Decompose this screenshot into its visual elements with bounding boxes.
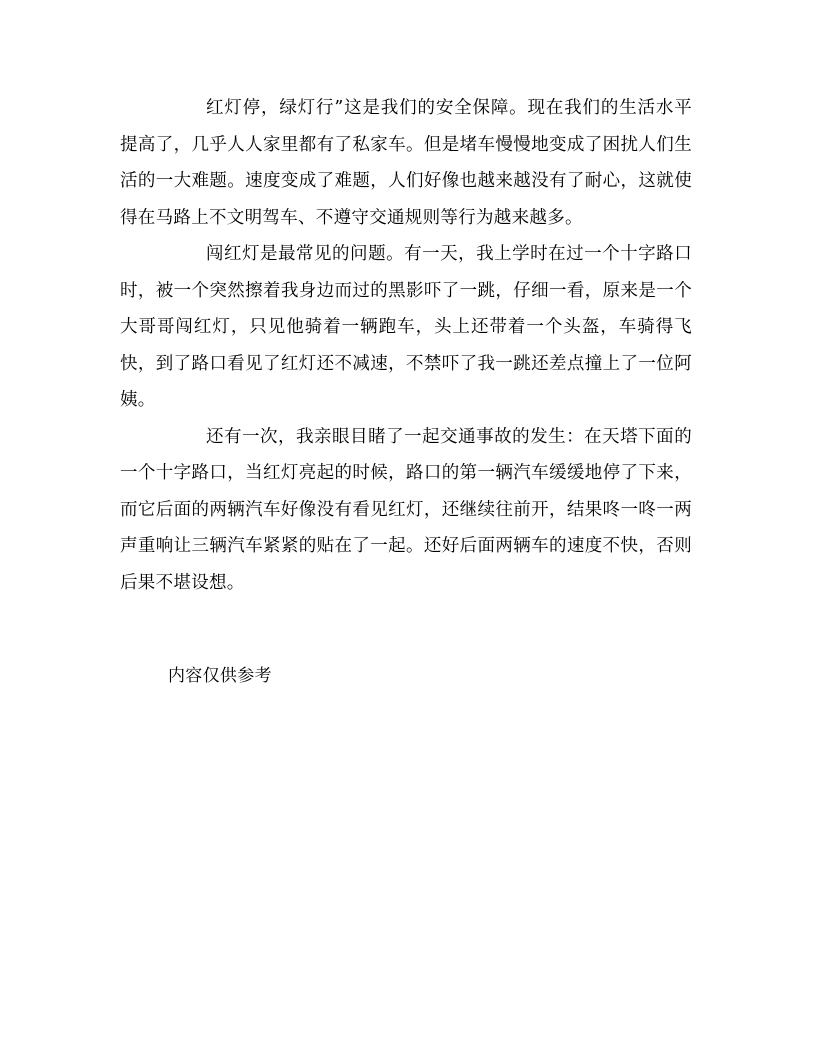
paragraph-3: 还有一次，我亲眼目睹了一起交通事故的发生：在天塔下面的一个十字路口，当红灯亮起的时候，路口的第一辆汽车缓缓地停了下来，而它后面的两辆汽车好像没有看见红灯，还继续往前开，结果咚一咚一两声重响让三辆汽车紧紧的贴在了一起。还好后面两辆车的速度不快，否则后果不堪设想。: [120, 426, 692, 593]
paragraph-1: 红灯停，绿灯行”这是我们的安全保障。现在我们的生活水平提高了，几乎人人家里都有了私家车。但是堵车慢慢地变成了困扰人们生活的一大难题。速度变成了难题，人们好像也越来越没有了耐心，这就使得在马路上不文明驾车、不遵守交通规则等行为越来越多。: [120, 98, 692, 228]
essay-body: [120, 90, 692, 601]
paragraph-2: 闯红灯是最常见的问题。有一天，我上学时在过一个十字路口时，被一个突然擦着我身边而过的黑影吓了一跳，仔细一看，原来是一个大哥哥闯红灯，只见他骑着一辆跑车，头上还带着一个头盔，车骑得飞快，到了路口看见了红灯还不减速，不禁吓了我一跳还差点撞上了一位阿姨。: [120, 244, 692, 410]
footer-note: 内容仅供参考: [168, 666, 272, 686]
